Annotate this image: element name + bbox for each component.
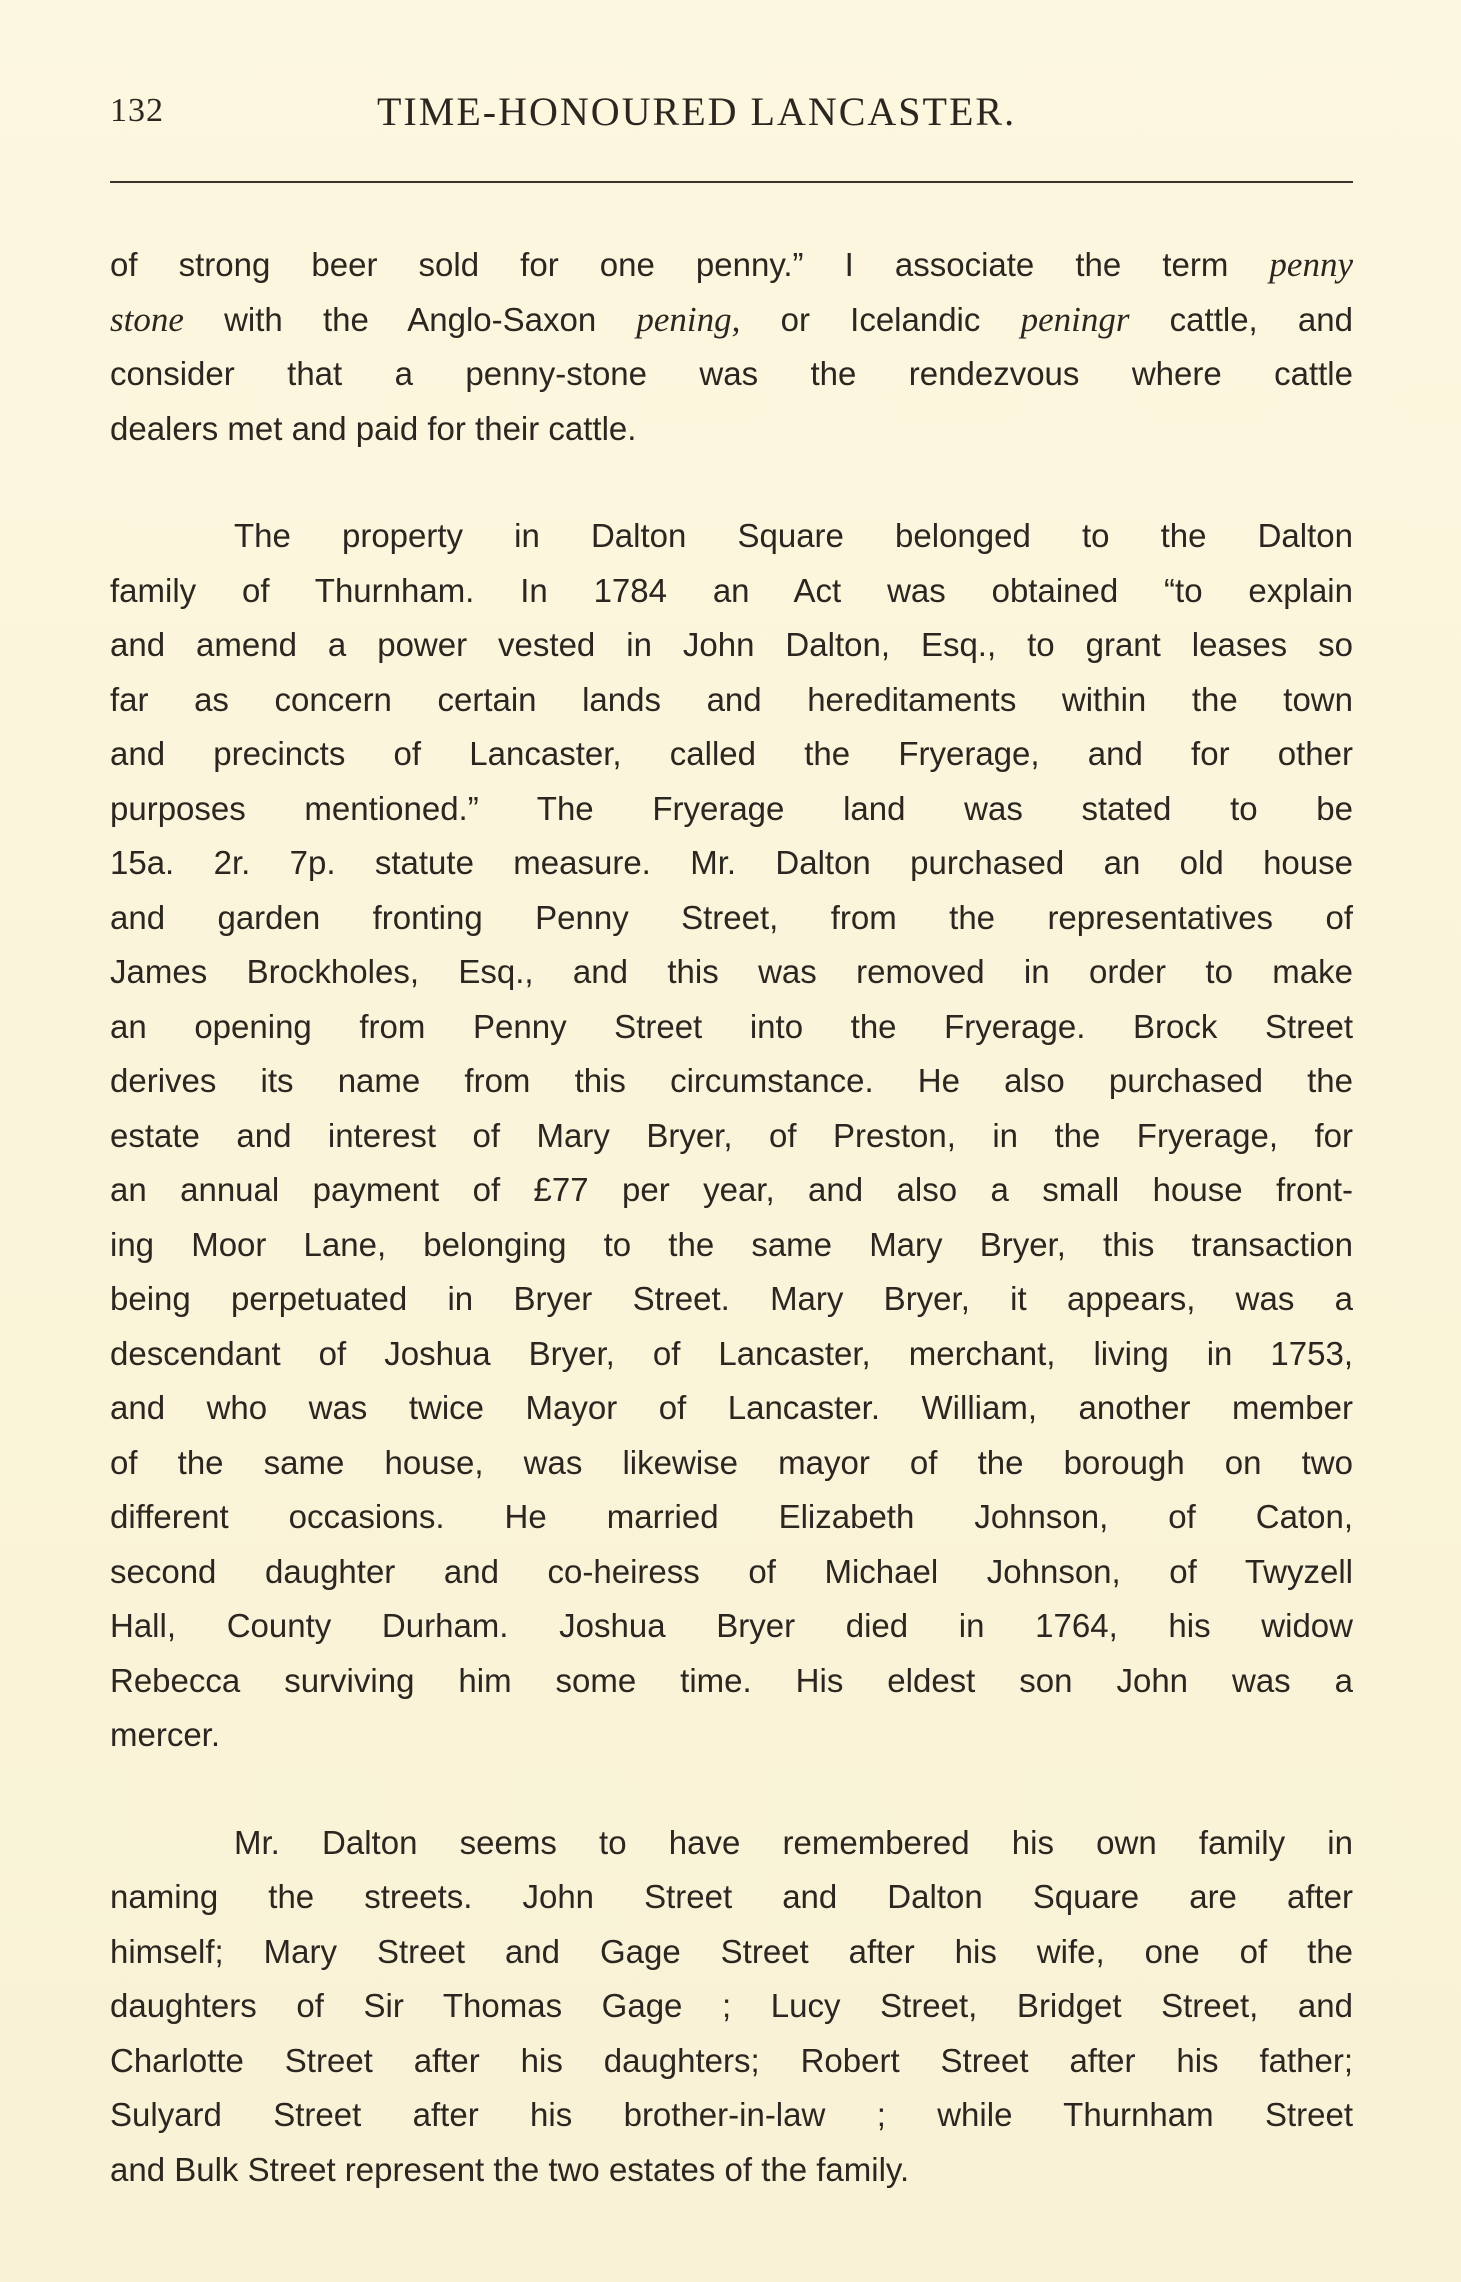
italic-term: penny xyxy=(1269,245,1353,284)
text-line xyxy=(110,2034,1353,2089)
text-segment: estate and interest of Mary Bryer, of Preston, in the Fryerage, for xyxy=(110,1116,1353,1154)
text-line xyxy=(110,1327,1353,1382)
text-segment: and precincts of Lancaster, called the Fryerage, and for other xyxy=(110,735,1353,772)
text-segment: an opening from Penny Street into the Fryerage. Brock Street xyxy=(110,1007,1353,1045)
text-segment: cattle, and xyxy=(1129,300,1353,338)
text-line xyxy=(110,1599,1353,1654)
page-number: 132 xyxy=(110,92,164,129)
text-line xyxy=(110,2143,1353,2198)
text-segment: of strong beer sold for one penny.” I associate the term xyxy=(110,246,1270,283)
text-segment: and Bulk Street represent the two estates of the family. xyxy=(110,2150,910,2188)
text-segment: and who was twice Mayor of Lancaster. William, another member xyxy=(110,1389,1353,1426)
text-line xyxy=(110,1163,1353,1218)
text-segment: of the same house, was likewise mayor of the borough on two xyxy=(110,1443,1353,1481)
text-segment: 15a. 2r. 7p. statute measure. Mr. Dalton purchased an old house xyxy=(110,844,1353,881)
text-segment: Charlotte Street after his daughters; Robert Street after his father; xyxy=(110,2041,1353,2079)
text-line xyxy=(110,1708,1353,1763)
text-segment: daughters of Sir Thomas Gage ; Lucy Street, Bridget Street, and xyxy=(110,1987,1353,2024)
text-segment: an annual payment of £77 per year, and also a small house front- xyxy=(110,1171,1353,1208)
text-line xyxy=(110,1218,1353,1273)
running-title: TIME-HONOURED LANCASTER. xyxy=(377,89,1017,134)
text-line xyxy=(110,673,1353,728)
text-line xyxy=(110,1654,1353,1709)
text-line xyxy=(110,1545,1353,1600)
text-line xyxy=(110,1272,1353,1327)
text-segment: and garden fronting Penny Street, from the representatives of xyxy=(110,898,1353,936)
text-segment: family of Thurnham. In 1784 an Act was obtained “to explain xyxy=(110,571,1353,609)
paragraph xyxy=(110,238,1353,456)
text-line xyxy=(110,836,1353,891)
text-line xyxy=(110,1870,1353,1925)
text-segment: James Brockholes, Esq., and this was removed in order to make xyxy=(110,953,1353,990)
text-line xyxy=(110,1816,1353,1871)
text-segment: second daughter and co-heiress of Michael Johnson, of Twyzell xyxy=(110,1552,1353,1590)
text-segment: being perpetuated in Bryer Street. Mary Bryer, it appears, was a xyxy=(110,1280,1353,1317)
text-segment: Sulyard Street after his brother-in-law ; while Thurnham Street xyxy=(110,2096,1353,2133)
text-segment: The property in Dalton Square belonged to the Dalton xyxy=(234,517,1353,554)
text-line xyxy=(110,945,1353,1000)
text-line xyxy=(110,293,1353,348)
text-segment: or Icelandic xyxy=(740,300,1021,338)
text-segment: and amend a power vested in John Dalton, Esq., to grant leases so xyxy=(110,626,1353,663)
text-segment: naming the streets. John Street and Dalton Square are after xyxy=(110,1878,1353,1915)
text-line xyxy=(110,564,1353,619)
text-segment: Hall, County Durham. Joshua Bryer died in 1764, his widow xyxy=(110,1607,1353,1644)
text-segment: derives its name from this circumstance. He also purchased the xyxy=(110,1062,1353,1099)
paragraph xyxy=(110,1816,1353,2198)
text-line xyxy=(110,402,1353,457)
text-line xyxy=(110,2088,1353,2143)
paragraph-gap xyxy=(110,456,1353,509)
text-line xyxy=(110,1381,1353,1436)
text-line xyxy=(110,1979,1353,2034)
text-segment: purposes mentioned.” The Fryerage land was stated to be xyxy=(110,789,1353,827)
text-line xyxy=(110,1109,1353,1164)
text-line xyxy=(110,891,1353,946)
text-line xyxy=(110,727,1353,782)
text-segment: ing Moor Lane, belonging to the same Mary Bryer, this transaction xyxy=(110,1225,1353,1263)
paragraph-gap xyxy=(110,1763,1353,1816)
text-segment: with the Anglo-Saxon xyxy=(183,300,637,338)
text-segment: himself; Mary Street and Gage Street after his wife, one of the xyxy=(110,1932,1353,1970)
text-line xyxy=(110,1436,1353,1491)
paragraph xyxy=(110,509,1353,1763)
text-line xyxy=(110,238,1353,293)
text-segment: mercer. xyxy=(110,1716,221,1753)
page-header xyxy=(110,84,1350,144)
text-segment: dealers met and paid for their cattle. xyxy=(110,409,637,447)
text-line xyxy=(110,1925,1353,1980)
text-segment: descendant of Joshua Bryer, of Lancaster, merchant, living in 1753, xyxy=(110,1334,1353,1372)
text-line xyxy=(110,782,1353,837)
text-segment: consider that a penny-stone was the rendezvous where cattle xyxy=(110,355,1353,392)
text-segment: Rebecca surviving him some time. His eldest son John was a xyxy=(110,1661,1353,1699)
body-text xyxy=(110,238,1353,2197)
text-line xyxy=(110,1490,1353,1545)
italic-term: pening, xyxy=(636,299,741,339)
text-line xyxy=(110,1000,1353,1055)
text-segment: Mr. Dalton seems to have remembered his own family in xyxy=(234,1823,1353,1861)
text-line xyxy=(110,1054,1353,1109)
text-line xyxy=(110,347,1353,402)
text-segment: far as concern certain lands and hereditaments within the town xyxy=(110,680,1353,718)
header-rule xyxy=(110,181,1353,183)
text-line xyxy=(110,618,1353,673)
text-segment: different occasions. He married Elizabeth Johnson, of Caton, xyxy=(110,1498,1353,1535)
italic-term: peningr xyxy=(1020,299,1130,339)
text-line xyxy=(110,509,1353,564)
italic-term: stone xyxy=(110,299,184,339)
